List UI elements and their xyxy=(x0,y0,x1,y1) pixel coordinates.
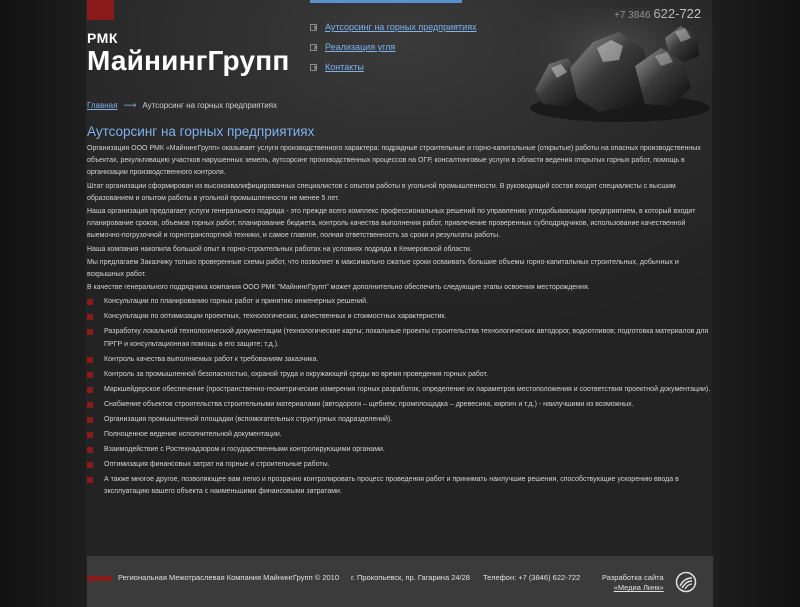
nav-link[interactable]: Аутсорсинг на горных предприятиях xyxy=(325,22,477,32)
list-item-text: Разработку локальной технологической документации (технологические карты; локальные проекты строительства технологических автодорог, водоотливов; подготовка материалов для ПРГР и консультационная помощь в его защите; т.д.). xyxy=(104,328,709,348)
developer-link[interactable]: «Медиа Линк» xyxy=(613,583,664,592)
nav-arrow-icon xyxy=(310,44,317,51)
list-item xyxy=(87,384,713,396)
nav-link[interactable]: Реализация угля xyxy=(325,42,396,52)
red-square-bullet-icon xyxy=(87,417,93,423)
content-paragraph: В качестве генерального подрядчика компания ООО РМК "МайнингГрупп" может дополнительно обеспечить следующие этапы освоения месторождения. xyxy=(87,284,590,292)
list-item-text: Контроль за промышленной безопасностью, охраной труда и окружающей среды во время проведения горных работ. xyxy=(104,370,489,378)
list-item xyxy=(87,354,713,366)
list-item xyxy=(87,369,713,381)
red-square-bullet-icon xyxy=(87,357,93,363)
list-item xyxy=(87,296,713,308)
list-item-text: Консультации по оптимизации проектных, технологических, качественных и стоимостных характеристик. xyxy=(104,313,447,321)
red-square-bullet-icon xyxy=(87,387,93,393)
list-item-text: Взаимодействие с Ростехнадзором и государственными контролирующими органами. xyxy=(104,445,385,453)
site-logo[interactable] xyxy=(87,30,290,76)
red-square-bullet-icon xyxy=(87,402,93,408)
content-paragraph: Мы предлагаем Заказчику только проверенные схемы работ, что позволяет в максимально сжатые сроки осваивать большие объемы горно-капитальных строительных, добычных и вскрышных работ. xyxy=(87,258,679,279)
list-item-text: Организация промышленной площадки (вспомогательных структурных подразделений). xyxy=(104,415,393,423)
list-item xyxy=(87,474,713,498)
nav-active-bar xyxy=(310,0,462,3)
footer-address: г. Прокопьевск, пр. Гагарина 24/28 xyxy=(351,573,470,582)
breadcrumb-current: Аутсорсинг на горных предприятиях xyxy=(142,101,278,110)
red-square-bullet-icon xyxy=(87,477,93,483)
nav-item-contacts[interactable] xyxy=(310,57,477,77)
right-edge-shadow xyxy=(712,0,800,607)
list-item-text: Снабжение объектов строительства строительными материалами (автодороги – щебнем; промплощадка – древесина, кирпич и т.д.) - наилучшими из возможных. xyxy=(104,400,634,408)
content-paragraph: Штат организации сформирован из высококвалифицированных специалистов с опытом работы в угольной промышленности. В руководящий состав входят специалисты с высшим образованием и опытом работы в угольной промышленности не менее 5 лет. xyxy=(87,182,676,202)
list-item xyxy=(87,326,713,350)
developer-label: Разработка сайта xyxy=(602,573,664,582)
nav-arrow-icon xyxy=(310,64,317,71)
list-item xyxy=(87,399,713,411)
coal-image xyxy=(515,8,715,128)
logo-subtitle: РМК xyxy=(87,30,118,46)
services-list xyxy=(87,296,713,498)
logo-title: МайнингГрупп xyxy=(87,45,290,76)
red-square-bullet-icon xyxy=(87,462,93,468)
red-square-bullet-icon xyxy=(87,329,93,335)
footer-developer xyxy=(602,573,664,593)
content-paragraph: Наша компания накопила большой опыт в горно-строительных работах на условиях подряда в Кемеровской области. xyxy=(87,245,472,253)
list-item xyxy=(87,414,713,426)
list-item xyxy=(87,459,713,471)
list-item xyxy=(87,444,713,456)
nav-item-outsourcing[interactable] xyxy=(310,17,477,37)
red-square-bullet-icon xyxy=(87,432,93,438)
content-paragraph: Организация ООО РМК «МайнингГрупп» оказывает услуги производственного характера: подрядные строительные и горно-капитальные (открытые) работы на опасных производственных объектах, рекультивацию участков нарушенных земель, аутсорсинг производственных процессов на ОГР, консалтинговые услуги в области ведения открытых горных работ, помощь в организации производственного контроля. xyxy=(87,145,701,177)
red-square-bullet-icon xyxy=(87,372,93,378)
list-item-text: Полноценное ведение исполнительной документации. xyxy=(104,430,282,438)
footer xyxy=(87,556,713,607)
list-item-text: Консультации по планированию горных работ и принятию инженерных решений. xyxy=(104,298,369,306)
list-item-text: Маркшейдерское обеспечение (пространственно-геометрические измерения горных разработок, определение их параметров местоположения и соответствия проектной документации). xyxy=(104,385,711,393)
main-nav xyxy=(310,17,477,77)
content-paragraph: Наша организация предлагает услуги генерального подряда - это прежде всего комплекс профессиональных решений по управлению угледобывающим предприятием, в который входит планирование сроков, объемов горных работ, планирование бюджета, контроль качества выполнения работ, привлечение проверенных субподрядчиков, использование качественной выемочно-погрузочной и горнотранспортной техники, и самое главное, полная ответственность за сроки и результаты работы. xyxy=(87,208,696,240)
main-content xyxy=(87,124,713,501)
nav-item-coal-sales[interactable] xyxy=(310,37,477,57)
nav-arrow-icon xyxy=(310,24,317,31)
breadcrumb xyxy=(87,100,277,111)
breadcrumb-arrow-icon: ⟶ xyxy=(123,100,137,110)
footer-company: Региональная Межотраслевая Компания МайнингГрупп © 2010 xyxy=(118,573,340,582)
red-square-bullet-icon xyxy=(87,447,93,453)
footer-red-marker xyxy=(87,576,112,581)
header-red-marker xyxy=(87,0,114,20)
list-item xyxy=(87,311,713,323)
list-item xyxy=(87,429,713,441)
list-item-text: А также многое другое, позволяющее вам легко и прозрачно контролировать процесс проведения работ и принимать наилучшие решения, способствующие ускорению ввода в эксплуатацию вашего объекта с наименьшими финансовыми затратами. xyxy=(104,475,679,495)
nav-link[interactable]: Контакты xyxy=(325,62,364,72)
red-square-bullet-icon xyxy=(87,299,93,305)
red-square-bullet-icon xyxy=(87,314,93,320)
list-item-text: Оптимизация финансовых затрат на горные и строительные работы. xyxy=(104,460,330,468)
page-title: Аутсорсинг на горных предприятиях xyxy=(87,124,315,139)
list-item-text: Контроль качества выполняемых работ к требованиям заказчика. xyxy=(104,355,319,363)
left-edge-shadow xyxy=(0,0,86,607)
media-link-logo-icon[interactable] xyxy=(675,571,697,593)
breadcrumb-home-link[interactable]: Главная xyxy=(87,101,118,110)
footer-phone: Телефон: +7 (3846) 622-722 xyxy=(483,573,581,582)
